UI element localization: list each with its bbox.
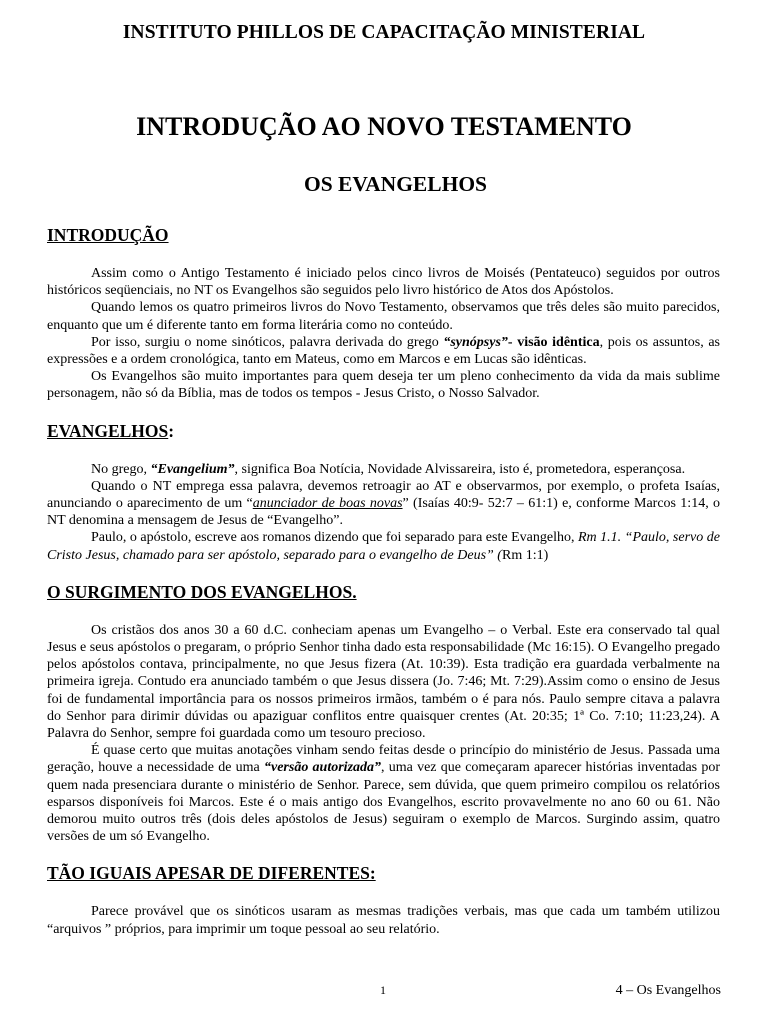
- institute-name: INSTITUTO PHILLOS DE CAPACITAÇÃO MINISTERIAL: [122, 22, 646, 43]
- paragraph: Por isso, surgiu o nome sinóticos, palavra derivada do grego “synópsys”- visão idêntica, pois os assuntos, as expressões e a ordem cronológica, tanto em Mateus, como em Marcos e em Lucas são idênticas.: [47, 334, 720, 368]
- section-heading-introducao: INTRODUÇÃO: [47, 225, 169, 245]
- document-subtitle: OS EVANGELHOS: [304, 172, 488, 196]
- document-title: INTRODUÇÃO AO NOVO TESTAMENTO: [136, 112, 632, 141]
- section-heading-surgimento: O SURGIMENTO DOS EVANGELHOS.: [47, 581, 357, 602]
- paragraph: No grego, “Evangelium”, significa Boa Notícia, Novidade Alvissareira, isto é, prometedora, esperançosa.: [91, 461, 686, 477]
- paragraph: É quase certo que muitas anotações vinham sendo feitas desde o princípio do ministério de Jesus. Passada uma geração, houve a necessidade de uma “versão autorizada”, uma vez que começaram aparecer histórias inventadas por quem nada presenciara durante o ministério de Senhor. Parece, sem dúvida, que quem primeiro compilou os relatórios esparsos disponíveis foi Marcos. Este é o mais antigo dos Evangelhos, escrito provavelmente no ano 60 ou 61. Não demorou muito outros três (dois deles apóstolos de Jesus) seguiram o exemplo de Marcos. Surgindo assim, quatro versões de um só Evangelho.: [47, 743, 720, 845]
- paragraph: Quando lemos os quatro primeiros livros do Novo Testamento, observamos que três deles são muito parecidos, enquanto que um é diferente tanto em forma literária como no conteúdo.: [47, 300, 720, 333]
- footer-section-label: 4 – Os Evangelhos: [615, 983, 721, 998]
- section-heading-evangelhos: EVANGELHOS:: [47, 420, 175, 441]
- section-heading-iguais: TÃO IGUAIS APESAR DE DIFERENTES:: [47, 863, 376, 884]
- paragraph: Quando o NT emprega essa palavra, devemos retroagir ao AT e observarmos, por exemplo, o profeta Isaías, anunciando o aparecimento de um “anunciador de boas novas” (Isaías 40:9- 52:7 – 61:1) e, conforme Marcos 1:14, o NT denomina a mensagem de Jesus de “Evangelho”.: [47, 478, 720, 529]
- paragraph: Paulo, o apóstolo, escreve aos romanos dizendo que foi separado para este Evangelho, Rm 1.1. “Paulo, servo de Cristo Jesus, chamado para ser apóstolo, separado para o evangelho de Deus” (Rm 1:1): [47, 530, 720, 563]
- paragraph: Parece provável que os sinóticos usaram as mesmas tradições verbais, mas que cada um também utilizou “arquivos ” próprios, para imprimir um toque pessoal ao seu relatório.: [47, 904, 720, 937]
- paragraph: Assim como o Antigo Testamento é iniciado pelos cinco livros de Moisés (Pentateuco) seguidos por outros históricos seqüenciais, no NT os Evangelhos são seguidos pelo livro histórico de Atos dos Apóstolos.: [47, 266, 720, 299]
- paragraph: Os Evangelhos são muito importantes para quem deseja ter um pleno conhecimento da vida da mais sublime personagem, não só da Bíblia, mas de todos os tempos - Jesus Cristo, o Nosso Salvador.: [47, 369, 720, 402]
- page-number: 1: [380, 983, 386, 997]
- paragraph: Os cristãos dos anos 30 a 60 d.C. conheciam apenas um Evangelho – o Verbal. Este era conservado tal qual Jesus e seus apóstolos o pregaram, o próprio Senhor tinha dado esta responsabilidade (Mc 16:15). O Evangelho pregado pelos apóstolos contava, principalmente, no que Jesus fizera (At. 10:39). Esta tradição era guardada verbalmente na primeira igreja. Contudo era anunciado também o que Jesus dissera (Jo. 7:46; Mt. 7:29).Assim como o ensino de Jesus foi de fundamental importância para os nossos primeiros irmãos, também o é para nós. Paulo sempre citava a palavra do Senhor para dirimir dúvidas ou apaziguar conflitos entre quaisquer crentes (At. 20:35; 1ª Co. 7:10; 11:23,24). A Palavra do Senhor, sempre foi guardada como um tesouro precioso.: [47, 622, 721, 742]
- document-body: [47, 224, 720, 938]
